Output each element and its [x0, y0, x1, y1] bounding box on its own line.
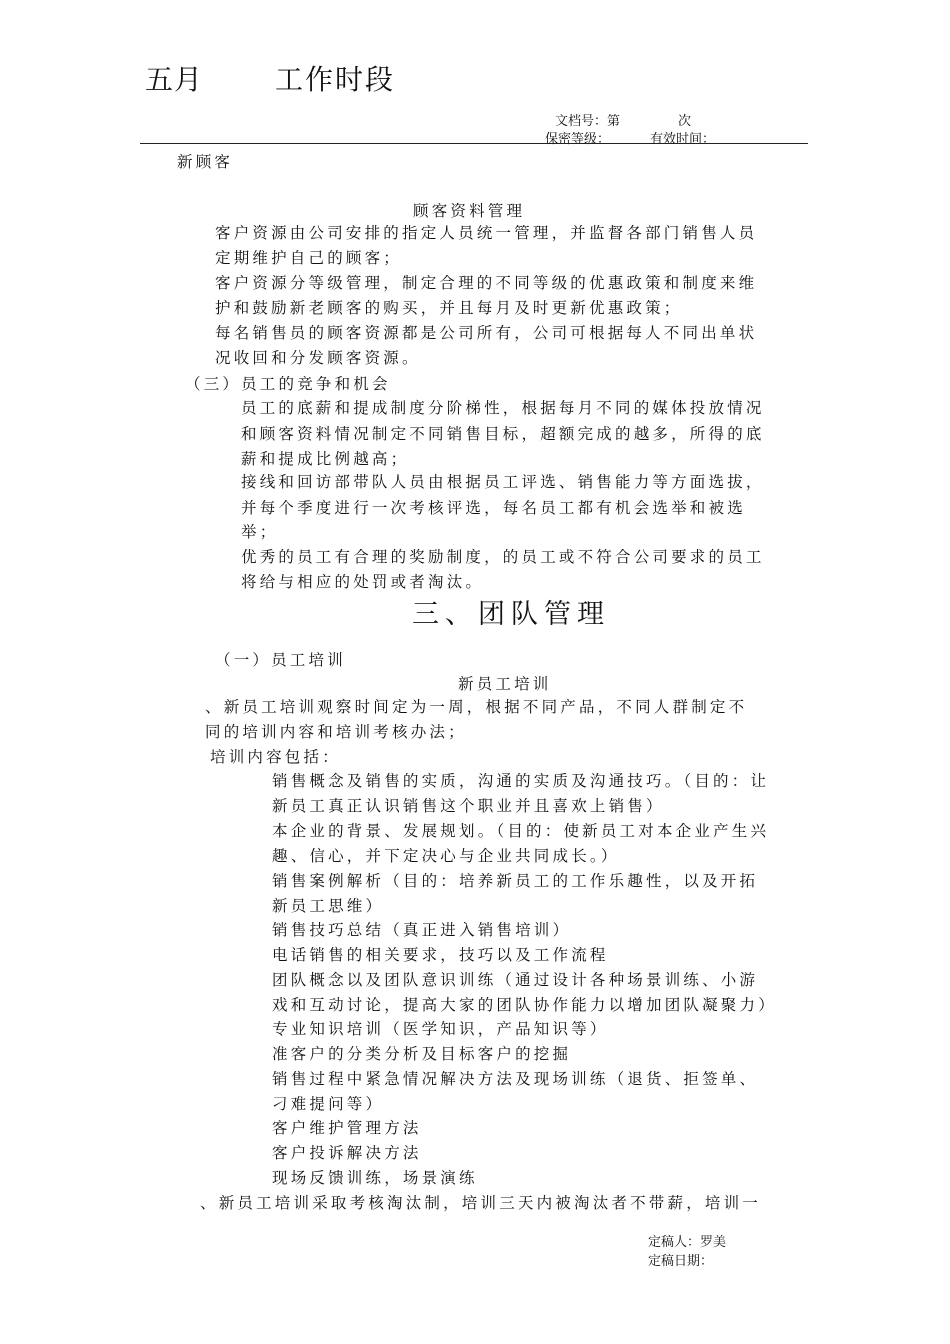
paragraph-line: 将给与相应的处罚或者淘汰。 — [241, 573, 485, 591]
training-item: 团队概念以及团队意识训练（通过设计各种场景训练、小游 — [272, 971, 759, 989]
finalized-date-label: 定稿日期： — [648, 1254, 714, 1269]
training-item: 电话销售的相关要求，技巧以及工作流程 — [272, 946, 609, 964]
paragraph-line: 优秀的员工有合理的奖励制度，的员工或不符合公司要求的员工 — [241, 548, 765, 566]
training-content-label: 培训内容包括： — [210, 748, 341, 766]
training-item: 新员工思维） — [272, 897, 385, 915]
training-item: 销售过程中紧急情况解决方法及现场训练（退货、拒签单、 — [272, 1070, 759, 1088]
training-item: 戏和互动讨论，提高大家的团队协作能力以增加团队凝聚力） — [272, 996, 777, 1014]
paragraph-line: 客户资源由公司安排的指定人员统一管理，并监督各部门销售人员 — [215, 224, 758, 242]
paragraph-line: 薪和提成比例越高； — [241, 450, 410, 468]
training-item: 刁难提问等） — [272, 1095, 385, 1113]
paragraph-line: 同的培训内容和培训考核办法； — [205, 723, 467, 741]
training-item: 销售技巧总结（真正进入销售培训） — [272, 921, 572, 939]
header-rule — [140, 143, 808, 144]
paragraph-line: 护和鼓励新老顾客的购买，并且每月及时更新优惠政策； — [215, 299, 683, 317]
paragraph-line: 况收回和分发顾客资源。 — [215, 349, 421, 367]
doc-number-label: 文档号：第 — [555, 114, 621, 129]
doc-times-label: 次 — [678, 114, 692, 129]
training-item: 客户投诉解决方法 — [272, 1144, 422, 1162]
training-item: 客户维护管理方法 — [272, 1119, 422, 1137]
training-item: 趣、信心，并下定决心与企业共同成长。） — [272, 847, 620, 865]
paragraph-line: 并每个季度进行一次考核评选，每名员工都有机会选举和被选 — [241, 499, 746, 517]
paragraph-line: 每名销售员的顾客资源都是公司所有，公司可根据每人不同出单状 — [215, 324, 758, 342]
paragraph-line: 、新员工培训观察时间定为一周，根据不同产品，不同人群制定不 — [205, 698, 748, 716]
paragraph-line: 和顾客资料情况制定不同销售目标，超额完成的越多，所得的底 — [241, 425, 765, 443]
training-item: 专业知识培训（医学知识，产品知识等） — [272, 1020, 609, 1038]
employee-training-heading: （一）员工培训 — [215, 651, 346, 669]
training-item: 销售概念及销售的实质，沟通的实质及沟通技巧。（目的：让 — [272, 772, 770, 790]
valid-time-label: 有效时间： — [650, 132, 716, 147]
paragraph-line: 员工的底薪和提成制度分阶梯性，根据每月不同的媒体投放情况 — [241, 399, 765, 417]
training-item: 新员工真正认识销售这个职业并且喜欢上销售） — [272, 797, 665, 815]
training-item: 销售案例解析（目的：培养新员工的工作乐趣性，以及开拓 — [272, 872, 759, 890]
author-label: 定稿人：罗美 — [648, 1235, 727, 1250]
training-item: 准客户的分类分析及目标客户的挖掘 — [272, 1045, 572, 1063]
header-month: 五月 — [145, 63, 204, 96]
customer-management-heading: 顾客资料管理 — [413, 202, 526, 220]
new-employee-training-heading: 新员工培训 — [458, 675, 552, 693]
paragraph-line: 定期维护自己的顾客； — [215, 249, 403, 267]
paragraph-line: 客户资源分等级管理，制定合理的不同等级的优惠政策和制度来维 — [215, 274, 758, 292]
team-management-title: 三、团队管理 — [412, 599, 610, 630]
paragraph-line: 、新员工培训采取考核淘汰制，培训三天内被淘汰者不带薪，培训一 — [200, 1194, 762, 1212]
header-period: 工作时段 — [275, 63, 396, 96]
new-customer-label: 新顾客 — [177, 153, 234, 171]
paragraph-line: 接线和回访部带队人员由根据员工评选、销售能力等方面选拔， — [241, 473, 765, 491]
paragraph-line: 举； — [241, 523, 279, 541]
competition-heading: （三）员工的竞争和机会 — [185, 375, 391, 393]
secrecy-label: 保密等级： — [545, 132, 611, 147]
training-item: 现场反馈训练，场景演练 — [272, 1169, 478, 1187]
training-item: 本企业的背景、发展规划。（目的：使新员工对本企业产生兴 — [272, 822, 770, 840]
